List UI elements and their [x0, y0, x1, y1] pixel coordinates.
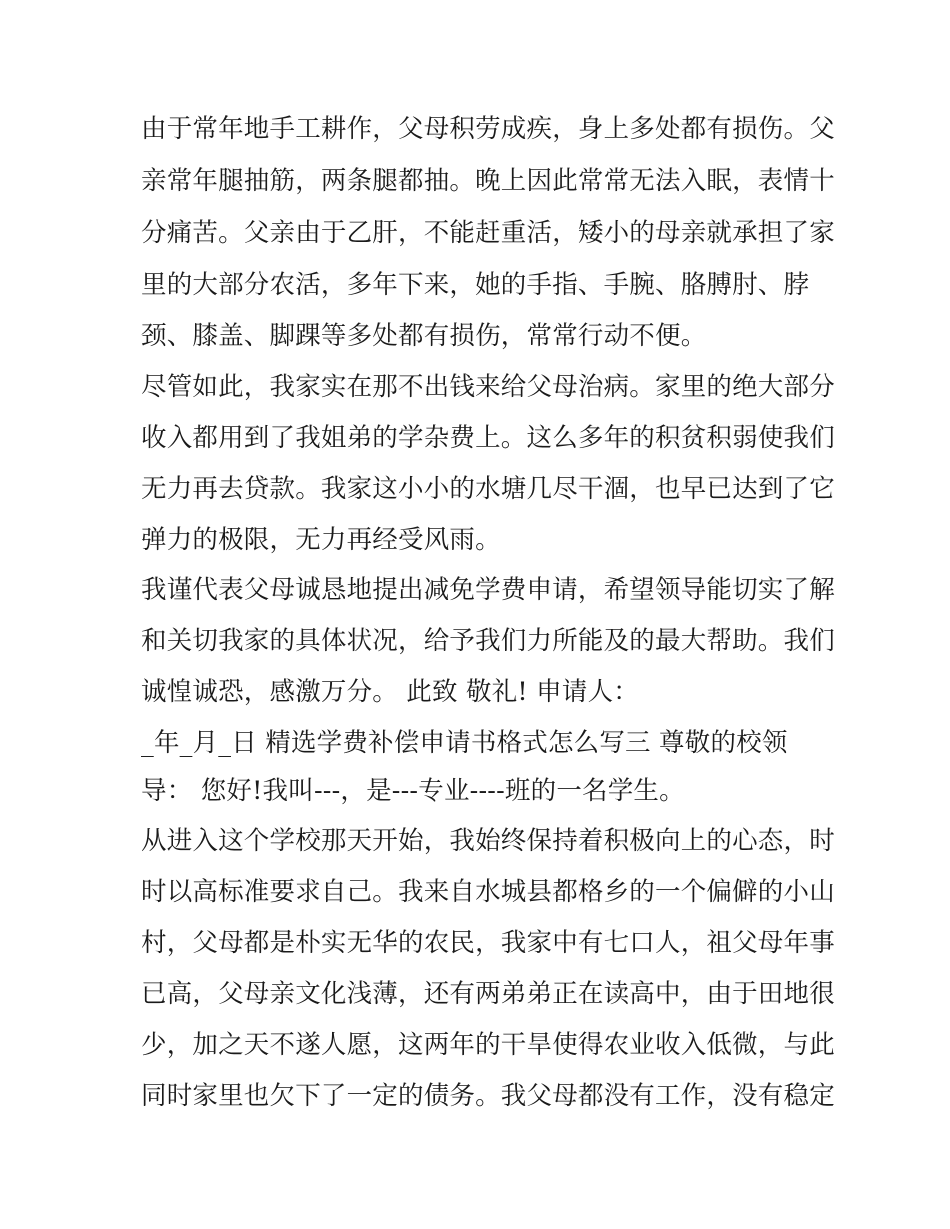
text-line: 导： 您好!我叫---，是---专业----班的一名学生。: [141, 776, 685, 806]
text-line: 颈、膝盖、脚踝等多处都有损伤，常常行动不便。: [141, 321, 707, 351]
text-line: 里的大部分农活，多年下来，她的手指、手腕、胳膊肘、脖: [141, 270, 810, 300]
text-line: 和关切我家的具体状况，给予我们力所能及的最大帮助。我们: [141, 626, 835, 656]
text-line: 分痛苦。父亲由于乙肝，不能赶重活，矮小的母亲就承担了家: [141, 218, 835, 248]
text-line: _年_月_日 精选学费补偿申请书格式怎么写三 尊敬的校领: [141, 728, 788, 758]
text-line: 尽管如此，我家实在那不出钱来给父母治病。家里的绝大部分: [141, 372, 835, 402]
text-line: 亲常年腿抽筋，两条腿都抽。晚上因此常常无法入眠，表情十: [141, 166, 835, 196]
text-line: 从进入这个学校那天开始，我始终保持着积极向上的心态，时: [141, 826, 835, 856]
text-line: 同时家里也欠下了一定的债务。我父母都没有工作，没有稳定: [141, 1081, 835, 1111]
text-line: 收入都用到了我姐弟的学杂费上。这么多年的积贫积弱使我们: [141, 423, 835, 453]
text-line: 我谨代表父母诚恳地提出减免学费申请，希望领导能切实了解: [141, 575, 835, 605]
text-line: 已高，父母亲文化浅薄，还有两弟弟正在读高中，由于田地很: [141, 979, 835, 1009]
text-line: 无力再去贷款。我家这小小的水塘几尽干涸，也早已达到了它: [141, 474, 835, 504]
text-line: 弹力的极限，无力再经受风雨。: [141, 525, 501, 555]
text-line: 时以高标准要求自己。我来自水城县都格乡的一个偏僻的小山: [141, 877, 835, 907]
text-line: 由于常年地手工耕作，父母积劳成疾，身上多处都有损伤。父: [141, 114, 835, 144]
text-line: 村，父母都是朴实无华的农民，我家中有七口人，祖父母年事: [141, 928, 835, 958]
text-line: 诚惶诚恐，感激万分。 此致 敬礼! 申请人：: [141, 677, 639, 707]
text-line: 少，加之天不遂人愿，这两年的干旱使得农业收入低微，与此: [141, 1030, 835, 1060]
